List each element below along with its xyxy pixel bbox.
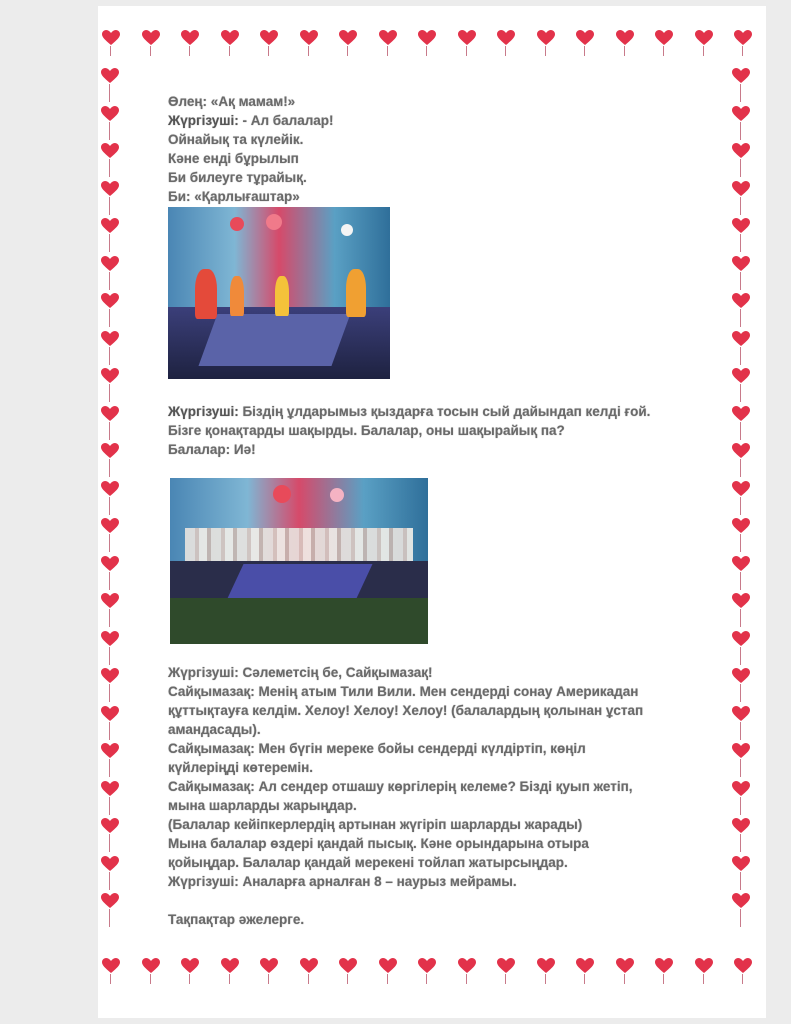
text-line: амандасады). <box>168 722 261 737</box>
heart-icon <box>101 106 119 122</box>
heart-icon <box>732 256 750 272</box>
heart-string <box>308 974 309 984</box>
heart-string <box>387 46 388 56</box>
heart-string <box>110 46 111 56</box>
closing-line: Тақпақтар әжелерге. <box>168 912 305 927</box>
text-line: Жүргізуші: Сәлеметсің бе, Сайқымазақ! <box>168 665 433 680</box>
heart-icon <box>101 218 119 234</box>
speaker-label: Жүргізуші: <box>168 113 239 128</box>
heart-icon <box>418 958 436 974</box>
heart-string <box>740 497 741 515</box>
heart-string <box>109 347 110 365</box>
document-content <box>168 92 748 206</box>
heart-string <box>229 46 230 56</box>
line-text: Би билеуге тұрайық. <box>168 170 307 185</box>
text-line <box>168 149 748 168</box>
heart-icon <box>300 958 318 974</box>
heart-string <box>740 459 741 477</box>
heart-icon <box>101 856 119 872</box>
heart-string <box>742 46 743 56</box>
heart-string <box>109 834 110 852</box>
heart-icon <box>458 30 476 46</box>
heart-string <box>426 974 427 984</box>
heart-icon <box>101 593 119 609</box>
heart-icon <box>616 30 634 46</box>
heart-string <box>505 46 506 56</box>
heart-icon <box>181 958 199 974</box>
heart-string <box>109 534 110 552</box>
heart-string <box>109 122 110 140</box>
heart-string <box>740 572 741 590</box>
heart-string <box>268 974 269 984</box>
heart-string <box>703 46 704 56</box>
heart-icon <box>732 556 750 572</box>
heart-icon <box>732 518 750 534</box>
heart-string <box>426 46 427 56</box>
heart-icon <box>458 958 476 974</box>
heart-string <box>663 974 664 984</box>
heart-icon <box>379 30 397 46</box>
heart-icon <box>101 706 119 722</box>
heart-icon <box>576 958 594 974</box>
heart-icon <box>616 958 634 974</box>
group-photo <box>170 478 428 644</box>
heart-string <box>150 46 151 56</box>
heart-string <box>466 46 467 56</box>
speaker-label: Жүргізуші: <box>168 404 239 419</box>
heart-string <box>740 309 741 327</box>
heart-icon <box>732 68 750 84</box>
text-line: қойыңдар. Балалар қандай мерекені тойлап жатырсыңдар. <box>168 855 568 870</box>
line-text: - Ал балалар! <box>238 113 334 128</box>
heart-icon <box>101 293 119 309</box>
heart-string <box>109 197 110 215</box>
text-line <box>168 130 748 149</box>
heart-icon <box>101 256 119 272</box>
heart-icon <box>142 958 160 974</box>
heart-string <box>663 46 664 56</box>
dialog-block-2-wrap <box>168 402 748 459</box>
heart-string <box>740 534 741 552</box>
heart-icon <box>497 30 515 46</box>
heart-string <box>740 272 741 290</box>
heart-icon <box>695 958 713 974</box>
heart-string <box>150 974 151 984</box>
line-text: Ойнайық та күлейік. <box>168 132 304 147</box>
heart-icon <box>732 293 750 309</box>
heart-icon <box>732 331 750 347</box>
heart-string <box>109 84 110 102</box>
heart-icon <box>101 781 119 797</box>
heart-icon <box>101 443 119 459</box>
heart-icon <box>102 958 120 974</box>
heart-string <box>584 974 585 984</box>
heart-icon <box>101 518 119 534</box>
heart-string <box>189 46 190 56</box>
heart-string <box>189 974 190 984</box>
heart-string <box>109 797 110 815</box>
heart-icon <box>655 30 673 46</box>
heart-string <box>624 974 625 984</box>
heart-icon <box>101 481 119 497</box>
text-line: (Балалар кейіпкерлердің артынан жүгіріп шарларды жарады) <box>168 817 583 832</box>
heart-string <box>387 974 388 984</box>
text-line <box>168 111 748 130</box>
heart-string <box>109 384 110 402</box>
poem-title: Өлең: «Ақ мамам!» <box>168 94 296 109</box>
heart-icon <box>101 893 119 909</box>
heart-icon <box>537 30 555 46</box>
heart-icon <box>339 958 357 974</box>
heart-icon <box>734 958 752 974</box>
dialog-block-3-wrap <box>168 663 748 929</box>
line-text: Балалар: Иә! <box>168 442 256 457</box>
dialog-block-1 <box>168 111 748 206</box>
heart-icon <box>101 143 119 159</box>
heart-string <box>347 974 348 984</box>
heart-string <box>308 46 309 56</box>
heart-string <box>229 974 230 984</box>
heart-string <box>109 422 110 440</box>
text-line: Мына балалар өздері қандай пысық. Кәне орындарына отыра <box>168 836 589 851</box>
heart-string <box>466 974 467 984</box>
heart-icon <box>732 368 750 384</box>
line-text: Бізге қонақтарды шақырды. Балалар, оны шақырайық па? <box>168 423 565 438</box>
heart-icon <box>142 30 160 46</box>
heart-icon <box>497 958 515 974</box>
dialog-block-3 <box>168 663 748 891</box>
heart-string <box>109 272 110 290</box>
heart-icon <box>102 30 120 46</box>
text-line: Сайқымазақ: Менің атым Тили Вили. Мен сендерді сонау Америкадан <box>168 684 639 699</box>
heart-icon <box>101 181 119 197</box>
text-line <box>168 168 748 187</box>
heart-string <box>109 872 110 890</box>
text-line <box>168 402 748 421</box>
text-line: күйлеріңді көтеремін. <box>168 760 314 775</box>
heart-string <box>109 497 110 515</box>
heart-icon <box>181 30 199 46</box>
heart-string <box>545 46 546 56</box>
text-line <box>168 187 748 206</box>
heart-icon <box>101 406 119 422</box>
heart-icon <box>101 631 119 647</box>
heart-icon <box>101 668 119 684</box>
dance-photo <box>168 207 390 379</box>
heart-icon <box>734 30 752 46</box>
heart-string <box>624 46 625 56</box>
heart-string <box>740 384 741 402</box>
text-line: құттықтауға келдім. Хелоу! Хелоу! Хелоу! (балалардың қолынан ұстап <box>168 703 644 718</box>
heart-string <box>268 46 269 56</box>
heart-icon <box>260 30 278 46</box>
heart-string <box>109 309 110 327</box>
heart-string <box>545 974 546 984</box>
heart-icon <box>732 218 750 234</box>
dialog-block-2 <box>168 402 748 459</box>
heart-string <box>742 974 743 984</box>
heart-string <box>109 722 110 740</box>
text-line: мына шарларды жарыңдар. <box>168 798 357 813</box>
heart-icon <box>379 958 397 974</box>
line-text: Біздің ұлдарымыз қыздарға тосын сый дайындап келді ғой. <box>238 404 651 419</box>
line-text: Би: «Қарлығаштар» <box>168 189 300 204</box>
heart-string <box>109 234 110 252</box>
heart-string <box>505 974 506 984</box>
heart-string <box>110 974 111 984</box>
heart-icon <box>695 30 713 46</box>
heart-icon <box>732 593 750 609</box>
heart-icon <box>260 958 278 974</box>
heart-string <box>109 572 110 590</box>
heart-icon <box>537 958 555 974</box>
heart-icon <box>221 958 239 974</box>
text-line <box>168 421 748 440</box>
heart-icon <box>576 30 594 46</box>
heart-string <box>109 459 110 477</box>
heart-string <box>584 46 585 56</box>
heart-icon <box>339 30 357 46</box>
text-line: Жүргізуші: Аналарға арналған 8 – наурыз мейрамы. <box>168 874 517 889</box>
heart-icon <box>655 958 673 974</box>
heart-icon <box>101 818 119 834</box>
heart-icon <box>101 331 119 347</box>
heart-string <box>109 647 110 665</box>
heart-string <box>740 609 741 627</box>
heart-string <box>109 909 110 927</box>
line-text: Кәне енді бұрылып <box>168 151 299 166</box>
text-line <box>168 440 748 459</box>
heart-icon <box>221 30 239 46</box>
text-line: Сайқымазақ: Мен бүгін мереке бойы сендерді күлдіртіп, көңіл <box>168 741 586 756</box>
heart-icon <box>732 481 750 497</box>
heart-string <box>109 609 110 627</box>
heart-string <box>109 159 110 177</box>
heart-icon <box>101 556 119 572</box>
heart-icon <box>418 30 436 46</box>
heart-string <box>740 234 741 252</box>
heart-icon <box>732 631 750 647</box>
heart-icon <box>101 368 119 384</box>
heart-icon <box>300 30 318 46</box>
text-line: Сайқымазақ: Ал сендер отшашу көргілерің келеме? Бізді қуып жетіп, <box>168 779 633 794</box>
heart-string <box>740 347 741 365</box>
heart-string <box>703 974 704 984</box>
heart-string <box>347 46 348 56</box>
heart-string <box>109 684 110 702</box>
heart-icon <box>101 743 119 759</box>
heart-icon <box>101 68 119 84</box>
heart-string <box>109 759 110 777</box>
